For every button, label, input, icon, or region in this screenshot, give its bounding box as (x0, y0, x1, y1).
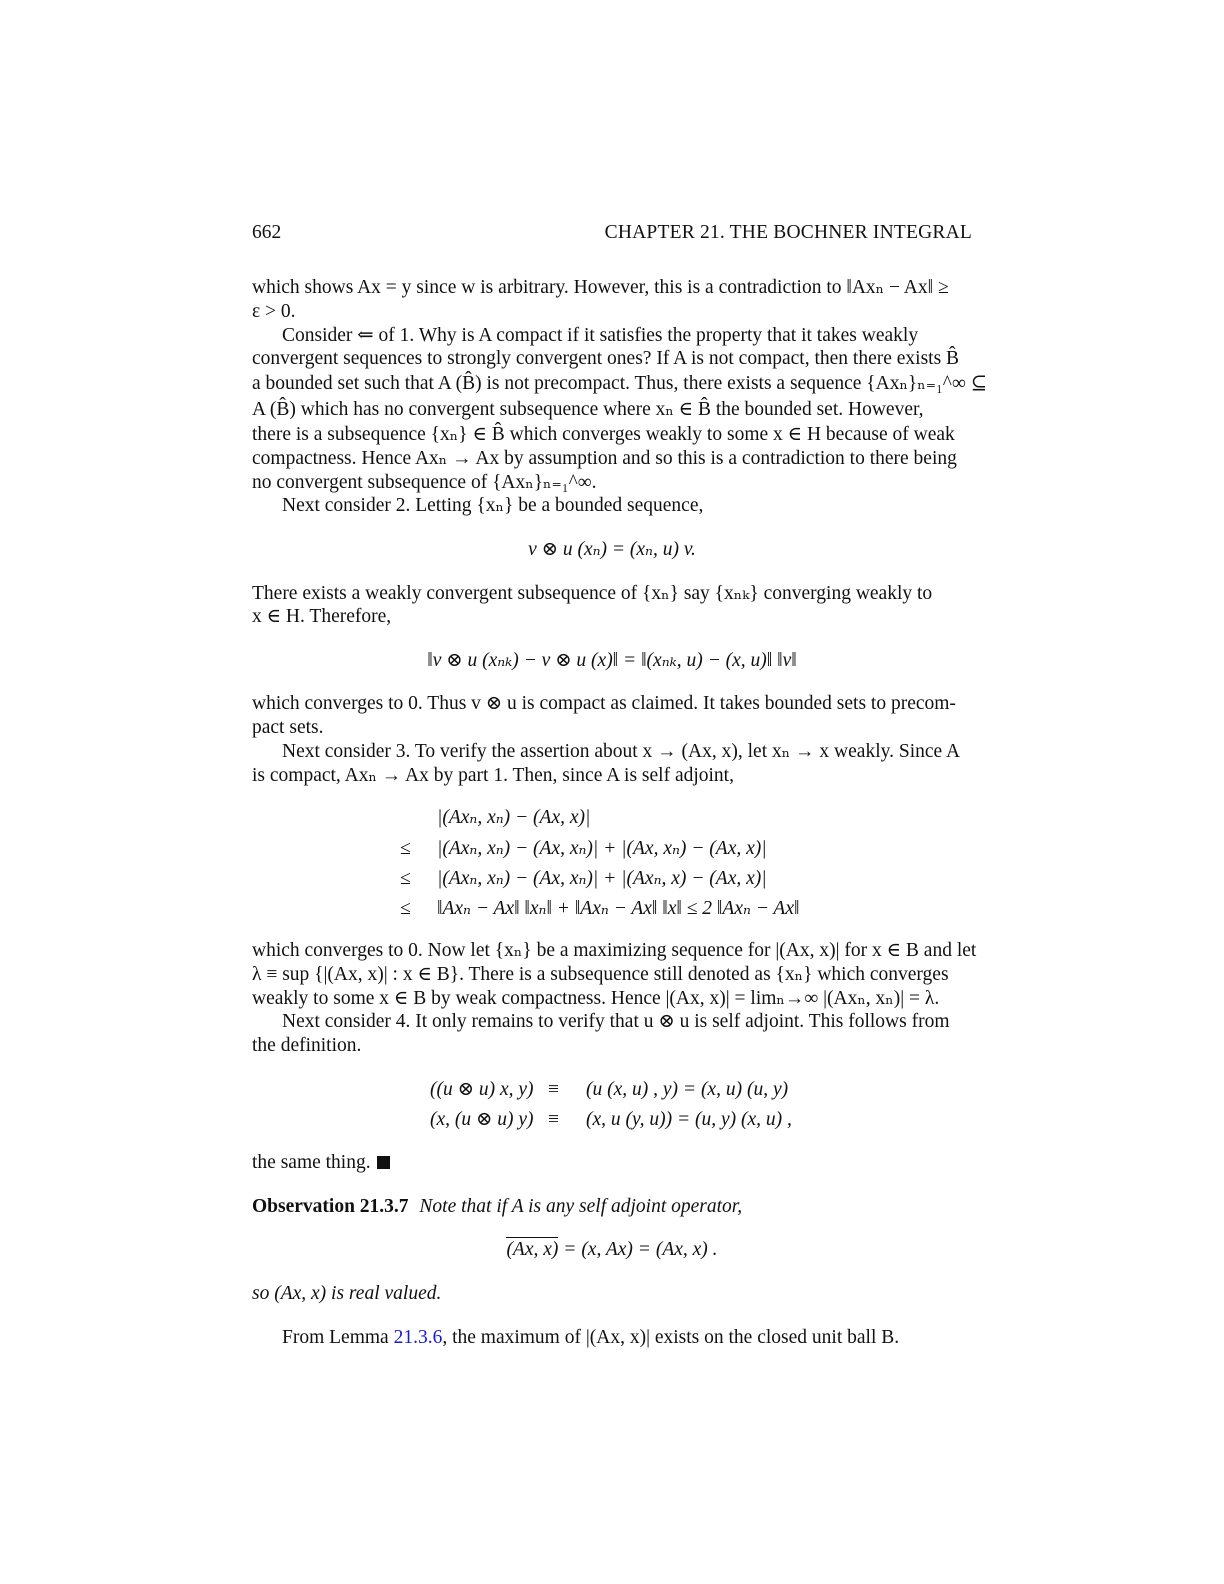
text-line: ε > 0. (252, 301, 296, 322)
conjugate-term: (Ax, x) (506, 1239, 559, 1260)
text-line: A (B̂) which has no convergent subsequence where xₙ ∈ B̂ the bounded set. However, (252, 399, 924, 420)
relation-symbol: ≤ (400, 898, 411, 919)
qed-square-icon (377, 1156, 390, 1169)
paragraph-start: Next consider 3. To verify the assertion about x → (Ax, x), let xₙ → x weakly. Since A (282, 741, 961, 762)
text-line: weakly to some x ∈ B by weak compactness. Hence |(Ax, x)| = limₙ→∞ |(Axₙ, xₙ)| = λ. (252, 988, 940, 1009)
display-equation (252, 1238, 972, 1262)
text-line: pact sets. (252, 717, 324, 738)
equation-row: |(Axₙ, xₙ) − (Ax, x)| (437, 807, 591, 828)
equation-row: |(Axₙ, xₙ) − (Ax, xₙ)| + |(Ax, xₙ) − (Ax, x)| (437, 838, 767, 859)
text-line: is compact, Axₙ → Ax by part 1. Then, since A is self adjoint, (252, 765, 734, 786)
relation-symbol: ≤ (400, 868, 411, 889)
paragraph-start (282, 1326, 899, 1350)
observation-statement (252, 1195, 742, 1219)
text-fragment: , the maximum of |(Ax, x)| exists on the closed unit ball B. (442, 1327, 900, 1348)
text-line: the definition. (252, 1035, 362, 1056)
observation-heading: Observation 21.3.7 (252, 1196, 409, 1217)
closing-text: the same thing. (252, 1152, 371, 1173)
equation-rest: = (x, Ax) = (Ax, x) . (558, 1239, 718, 1260)
equation-lhs: (x, (u ⊗ u) y) (430, 1109, 534, 1130)
text-line: which shows Ax = y since w is arbitrary. However, this is a contradiction to ‖Axₙ − Ax‖ ≥ (252, 277, 949, 298)
relation-symbol: ≡ (548, 1079, 559, 1100)
equation-lhs: ((u ⊗ u) x, y) (430, 1079, 534, 1100)
lemma-link[interactable]: 21.3.6 (393, 1327, 443, 1348)
text-fragment: From Lemma (282, 1327, 394, 1348)
relation-symbol: ≤ (400, 838, 411, 859)
equation-rhs: (u (x, u) , y) = (x, u) (u, y) (586, 1079, 789, 1100)
paragraph-start: Consider ⇐ of 1. Why is A compact if it satisfies the property that it takes weakly (282, 325, 919, 346)
paragraph-start: Next consider 2. Letting {xₙ} be a bounded sequence, (282, 495, 704, 516)
observation-conclusion: so (Ax, x) is real valued. (252, 1283, 442, 1304)
relation-symbol: ≡ (548, 1109, 559, 1130)
text-line: a bounded set such that A (B̂) is not precompact. Thus, there exists a sequence {Axₙ}ₙ₌₁^∞ ⊆ (252, 373, 988, 394)
page-number: 662 (252, 222, 282, 243)
text-line: λ ≡ sup {|(Ax, x)| : x ∈ B}. There is a subsequence still denoted as {xₙ} which converges (252, 964, 949, 985)
paragraph-start: Next consider 4. It only remains to verify that u ⊗ u is self adjoint. This follows from (282, 1011, 950, 1032)
display-equation: ‖v ⊗ u (xₙₖ) − v ⊗ u (x)‖ = ‖(xₙₖ, u) − (x, u)‖ ‖v‖ (427, 650, 797, 671)
text-line (252, 1151, 390, 1175)
text-line: There exists a weakly convergent subsequence of {xₙ} say {xₙₖ} converging weakly to (252, 583, 933, 604)
equation-rhs: (x, u (y, u)) = (u, y) (x, u) , (586, 1109, 792, 1130)
running-head: CHAPTER 21. THE BOCHNER INTEGRAL (604, 222, 972, 243)
display-equation: v ⊗ u (xₙ) = (xₙ, u) v. (528, 539, 696, 560)
text-line: which converges to 0. Now let {xₙ} be a maximizing sequence for |(Ax, x)| for x ∈ B and let (252, 940, 977, 961)
text-line: convergent sequences to strongly convergent ones? If A is not compact, then there exists B̂ (252, 348, 960, 369)
text-line: which converges to 0. Thus v ⊗ u is compact as claimed. It takes bounded sets to precom- (252, 693, 956, 714)
equation-row: |(Axₙ, xₙ) − (Ax, xₙ)| + |(Axₙ, x) − (Ax, x)| (437, 868, 767, 889)
text-line: x ∈ H. Therefore, (252, 606, 392, 627)
text-line: no convergent subsequence of {Axₙ}ₙ₌₁^∞. (252, 472, 597, 493)
equation-row: ‖Axₙ − Ax‖ ‖xₙ‖ + ‖Axₙ − Ax‖ ‖x‖ ≤ 2 ‖Axₙ − Ax‖ (437, 898, 800, 919)
text-line: there is a subsequence {xₙ} ∈ B̂ which converges weakly to some x ∈ H because of weak (252, 424, 955, 445)
observation-text: Note that if A is any self adjoint operator, (419, 1196, 743, 1217)
text-line: compactness. Hence Axₙ → Ax by assumption and so this is a contradiction to there being (252, 448, 957, 469)
page-header (252, 222, 972, 246)
